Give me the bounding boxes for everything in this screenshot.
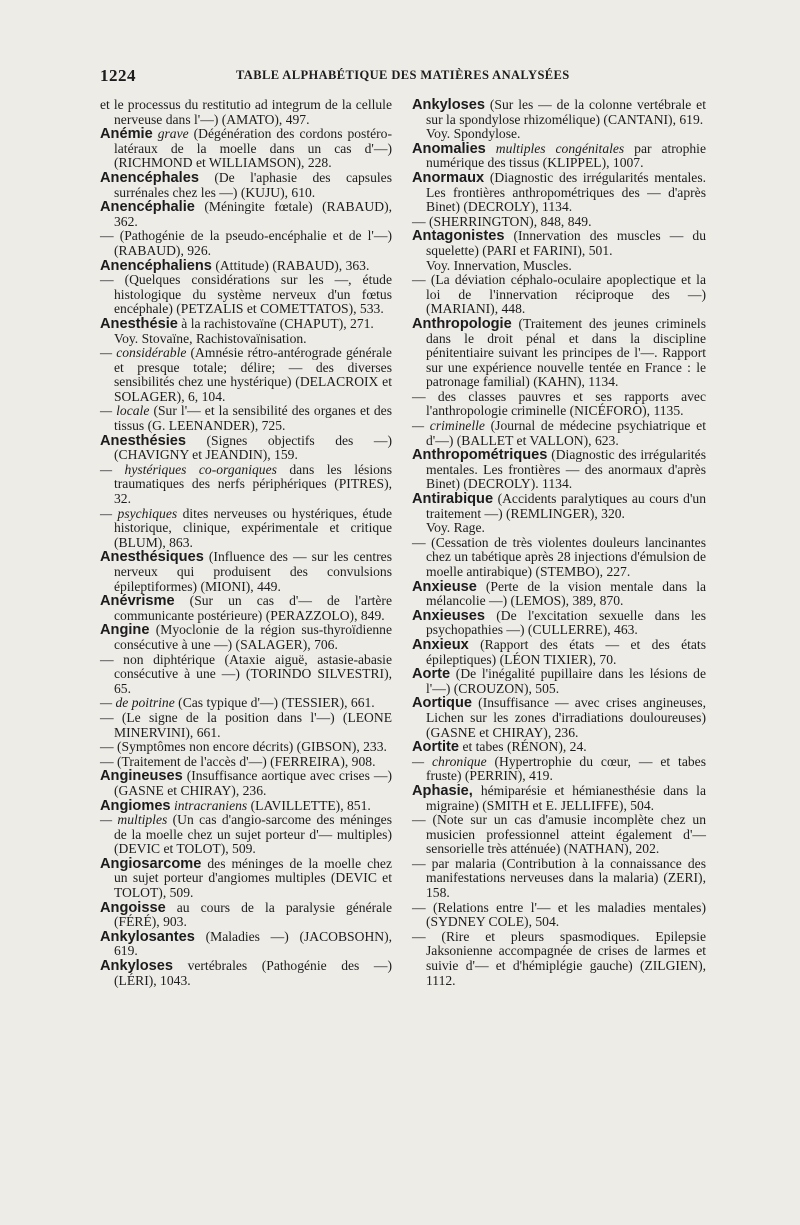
index-entry — [100, 317, 392, 332]
entry-term: Anencéphales — [100, 169, 199, 186]
index-entry — [412, 492, 706, 521]
entry-text: — (Traitement de l'accès d'—) (FERREIRA), 908. — [100, 753, 376, 769]
index-entry — [412, 98, 706, 127]
entry-text: (De l'excitation sexuelle dans les psychopathies —) (CULLERRE), 463. — [426, 607, 706, 638]
entry-qualifier: — hystériques co-organiques — [100, 461, 277, 477]
entry-text: (De l'aphasie des capsules surrénales chez les —) (KUJU), 610. — [114, 169, 392, 200]
entry-text: (Sur l'— et la sensibilité des organes et des tissus (G. LEENANDER), 725. — [114, 403, 392, 434]
see-also-text: Voy. Stovaïne, Rachistovaïnisation. — [114, 330, 307, 346]
entry-text: à la rachistovaïne (CHAPUT), 271. — [181, 315, 374, 331]
entry-qualifier: — criminelle — [412, 418, 485, 434]
entry-term: Anxieuse — [412, 578, 477, 595]
entry-text: (Attitude) (RABAUD), 363. — [215, 257, 370, 273]
entry-text: — (Quelques considérations sur les —, étude histologique du système nerveux d'un fœtus encéphale) (PETZALIS et COMETTATOS), 533. — [100, 272, 392, 317]
entry-text: — (Rire et pleurs spasmodiques. Epilepsie Jaksonienne accompagnée de crises de larmes et suivie d'— et d'hémiplégie gauche) (ZILGIEN), 1112. — [412, 928, 706, 988]
index-entry — [412, 755, 706, 784]
entry-text: — (Note sur un cas d'amusie incomplète chez un musicien professionnel atteint également d'— sensorielle très atténuée) (NATHAN), 202. — [412, 812, 706, 857]
entry-text: (Insuffisance aortique avec crises —) (GASNE et CHIRAY), 236. — [114, 768, 392, 798]
index-entry — [100, 901, 392, 930]
entry-text: (Myoclonie de la région sus-thyroïdienne consécutive à une —) (SALAGER), 706. — [114, 622, 392, 652]
index-entry — [100, 259, 392, 274]
index-entry — [412, 638, 706, 667]
entry-text: au cours de la paralysie générale (FÉRÉ), 903. — [114, 899, 392, 930]
entry-text: — non diphtérique (Ataxie aiguë, astasie-abasie consécutive à une —) (TORINDO SILVESTRI), 65. — [100, 651, 392, 696]
entry-term: Antagonistes — [412, 228, 505, 245]
entry-text: — (Symptômes non encore décrits) (GIBSON), 233. — [100, 739, 387, 755]
see-also-reference — [412, 521, 706, 536]
index-entry — [100, 769, 392, 798]
page-number: 1224 — [100, 66, 136, 85]
entry-text: (Journal de médecine psychiatrique et d'—) (BALLET et VALLON), 623. — [426, 418, 706, 448]
entry-term: Anesthésiques — [100, 549, 204, 566]
index-entry — [412, 448, 706, 492]
entry-text: dites nerveuses ou hystériques, étude historique, clinique, expérimentale et critique (BLUM), 863. — [114, 505, 392, 550]
entry-term: Anxieux — [412, 636, 469, 653]
entry-term: Anthropométriques — [412, 447, 548, 464]
index-entry — [100, 959, 392, 988]
index-entry — [100, 98, 392, 127]
entry-term: Angiosarcome — [100, 855, 202, 872]
index-entry — [412, 740, 706, 755]
entry-text: (Insuffisance — avec crises angineuses, Lichen sur les zones d'irradiations douloureuses) (GASNE et CHIRAY), 236. — [426, 695, 706, 740]
running-title: TABLE ALPHABÉTIQUE DES MATIÈRES ANALYSÉES — [236, 68, 570, 82]
entry-text: (Dégénération des cordons postéro-latéraux de la moelle dans un cas d'—) (RICHMOND et WILLIAMSON), 228. — [114, 126, 393, 171]
entry-term: Aphasie, — [412, 782, 473, 799]
entry-term: Aortite — [412, 739, 460, 756]
entry-term: Angine — [100, 622, 150, 639]
entry-text: (Amnésie rétro-antérograde générale et presque totale; délire; — des diverses sensibilités chez une hystérique) (DELACROIX et SOLAGER), 6, 104. — [114, 345, 392, 404]
index-entry — [412, 142, 706, 171]
entry-qualifier: intracraniens — [173, 797, 248, 813]
entry-term: Anormaux — [412, 169, 485, 186]
entry-text: par atrophie numérique des tissus (KLIPPEL), 1007. — [426, 140, 706, 171]
entry-text: (Accidents paralytiques au cours d'un traitement —) (REMLINGER), 320. — [426, 491, 706, 521]
entry-qualifier: multiples congénitales — [495, 140, 625, 156]
index-entry — [100, 463, 392, 507]
entry-text: (Signes objectifs des —) (CHAVIGNY et JEANDIN), 159. — [114, 432, 392, 463]
see-also-reference — [100, 332, 392, 347]
right-column — [412, 98, 706, 988]
index-entry — [100, 857, 392, 901]
index-entry — [100, 127, 392, 171]
index-entry — [412, 609, 706, 638]
entry-text: (Influence des — sur les centres nerveux qui produisent des convulsions épileptiformes) (MIONI), 449. — [114, 549, 392, 594]
entry-text: hémiparésie et hémianesthésie dans la migraine) (SMITH et E. JELLIFFE), 504. — [426, 782, 706, 813]
entry-term: Angineuses — [100, 768, 183, 785]
index-entry — [100, 550, 392, 594]
index-entry — [100, 653, 392, 697]
entry-term: Ankyloses — [100, 958, 174, 975]
index-entry — [412, 930, 706, 988]
index-entry — [100, 696, 392, 711]
entry-term: Ankyloses — [412, 97, 486, 113]
index-entry — [100, 623, 392, 652]
entry-text: et tabes (RÉNON), 24. — [462, 739, 587, 755]
see-also-text: Voy. Rage. — [426, 520, 485, 536]
entry-term: Angiomes — [100, 797, 171, 814]
index-entry — [412, 696, 706, 740]
entry-text: — (La déviation céphalo-oculaire apoplectique et la loi de l'innervation réciproque des —) (MARIANI), 448. — [412, 272, 706, 317]
entry-text: dans les lésions traumatiques des nerfs périphériques (PITRES), 32. — [114, 461, 392, 507]
index-entry — [100, 171, 392, 200]
index-entry — [100, 740, 392, 755]
index-entry — [100, 229, 392, 258]
index-entry — [100, 930, 392, 959]
entry-text: (Diagnostic des irrégularités mentales. Les frontières — des anormaux d'après Binet) (DECROLY). 1134. — [426, 447, 706, 492]
entry-qualifier: — chronique — [412, 753, 487, 769]
entry-text: (Rapport des états — et des états épileptiques) (LÉON TIXIER), 70. — [426, 636, 706, 667]
see-also-reference — [412, 127, 706, 142]
entry-text: et le processus du restitutio ad integrum de la cellule nerveuse dans l'—) (AMATO), 497. — [100, 97, 392, 127]
index-entry — [412, 857, 706, 901]
entry-term: Anémie — [100, 126, 153, 143]
index-entry — [412, 229, 706, 258]
entry-qualifier: — psychiques — [100, 505, 178, 521]
index-entry — [100, 200, 392, 229]
index-entry — [412, 273, 706, 317]
entry-qualifier: — considérable — [100, 345, 187, 361]
entry-text: (Diagnostic des irrégularités mentales. Les frontières anthropométriques des — d'après Binet) (DECROLY), 1134. — [426, 169, 707, 215]
see-also-text: Voy. Innervation, Muscles. — [426, 257, 572, 273]
index-entry — [100, 434, 392, 463]
index-entry — [100, 813, 392, 857]
see-also-text: Voy. Spondylose. — [426, 126, 521, 142]
entry-text: (Cas typique d'—) (TESSIER), 661. — [178, 695, 375, 711]
entry-term: Antirabique — [412, 491, 494, 508]
entry-qualifier: grave — [157, 126, 189, 142]
entry-text: — (Cessation de très violentes douleurs lancinantes chez un tabétique après 28 injections d'émulsion de moelle antirabique) (STEMBO), 227. — [412, 534, 706, 579]
index-entry — [100, 711, 392, 740]
index-entry — [100, 507, 392, 551]
entry-text: (De l'inégalité pupillaire dans les lésions de l'—) (CROUZON), 505. — [426, 666, 706, 696]
index-entry — [412, 171, 706, 215]
entry-text: des méninges de la moelle chez un sujet porteur d'angiomes multiples (DEVIC et TOLOT), 509. — [114, 855, 392, 901]
see-also-reference — [412, 259, 706, 274]
entry-term: Anxieuses — [412, 607, 486, 624]
entry-text: (Hypertrophie du cœur, — et tabes fruste) (PERRIN), 419. — [426, 753, 706, 784]
entry-term: Aortique — [412, 695, 472, 712]
entry-text: vertébrales (Pathogénie des —) (LÉRI), 1043. — [114, 958, 392, 988]
entry-term: Anesthésie — [100, 315, 178, 332]
entry-text: (Maladies —) (JACOBSOHN), 619. — [114, 928, 392, 959]
index-entry — [412, 390, 706, 419]
entry-term: Anencéphaliens — [100, 257, 212, 274]
entry-term: Anencéphalie — [100, 199, 195, 216]
left-column — [100, 98, 392, 988]
index-entry — [412, 813, 706, 857]
index-entry — [412, 419, 706, 448]
entry-text: (Un cas d'angio-sarcome des méninges de la moelle chez un sujet porteur d'— multiples) (DEVIC et TOLOT), 509. — [114, 812, 393, 857]
index-entry — [412, 667, 706, 696]
entry-term: Ankylosantes — [100, 928, 195, 945]
entry-term: Anthropologie — [412, 315, 512, 332]
index-entry — [100, 799, 392, 814]
entry-text: (Sur un cas d'— de l'artère communicante postérieure) (PERAZZOLO), 849. — [114, 593, 392, 623]
index-entry — [412, 317, 706, 390]
entry-text: — (Relations entre l'— et les maladies mentales) (SYDNEY COLE), 504. — [412, 899, 706, 930]
index-entry — [100, 404, 392, 433]
entry-text: — par malaria (Contribution à la connaissance des manifestations nerveuses dans la malaria) (ZERI), 158. — [412, 855, 706, 901]
page-header — [100, 66, 710, 90]
entry-qualifier: — de poitrine — [100, 695, 175, 711]
entry-term: Aorte — [412, 666, 451, 683]
entry-text: (Sur les — de la colonne vertébrale et sur la spondylose rhizomélique) (CANTANI), 619. — [426, 97, 706, 127]
entry-text: — (Le signe de la position dans l'—) (LEONE MINERVINI), 661. — [100, 709, 392, 740]
entry-term: Anomalies — [412, 140, 486, 157]
index-entry — [100, 594, 392, 623]
index-entry — [100, 346, 392, 404]
entry-qualifier: — locale — [100, 403, 150, 419]
index-entry — [412, 536, 706, 580]
entry-text: — (SHERRINGTON), 848, 849. — [412, 213, 592, 229]
entry-text: (Méningite fœtale) (RABAUD), 362. — [114, 199, 392, 229]
index-entry — [412, 215, 706, 230]
entry-qualifier: — multiples — [100, 812, 168, 828]
index-entry — [100, 273, 392, 317]
entry-text: — des classes pauvres et ses rapports avec l'anthropologie criminelle (NICÉFORO), 1135. — [412, 388, 706, 419]
index-entry — [412, 784, 706, 813]
entry-text: (Perte de la vision mentale dans la mélancolie —) (LEMOS), 389, 870. — [426, 578, 706, 609]
index-entry — [412, 901, 706, 930]
entry-text: (Innervation des muscles — du squelette) (PARI et FARINI), 501. — [426, 228, 706, 258]
entry-term: Angoisse — [100, 899, 166, 916]
entry-term: Anesthésies — [100, 432, 186, 449]
entry-text: — (Pathogénie de la pseudo-encéphalie et de l'—) (RABAUD), 926. — [100, 228, 392, 258]
index-entry — [412, 580, 706, 609]
entry-term: Anévrisme — [100, 593, 175, 610]
index-entry — [100, 755, 392, 770]
entry-text: (Traitement des jeunes criminels dans le droit pénal et dans la discipline pénitentiaire suivant les principes de l'—. Rapport sur une expérience nouvelle tentée en France : le patronage familial) (KAHN), 1134. — [426, 315, 706, 390]
entry-text: (LAVILLETTE), 851. — [250, 797, 371, 813]
